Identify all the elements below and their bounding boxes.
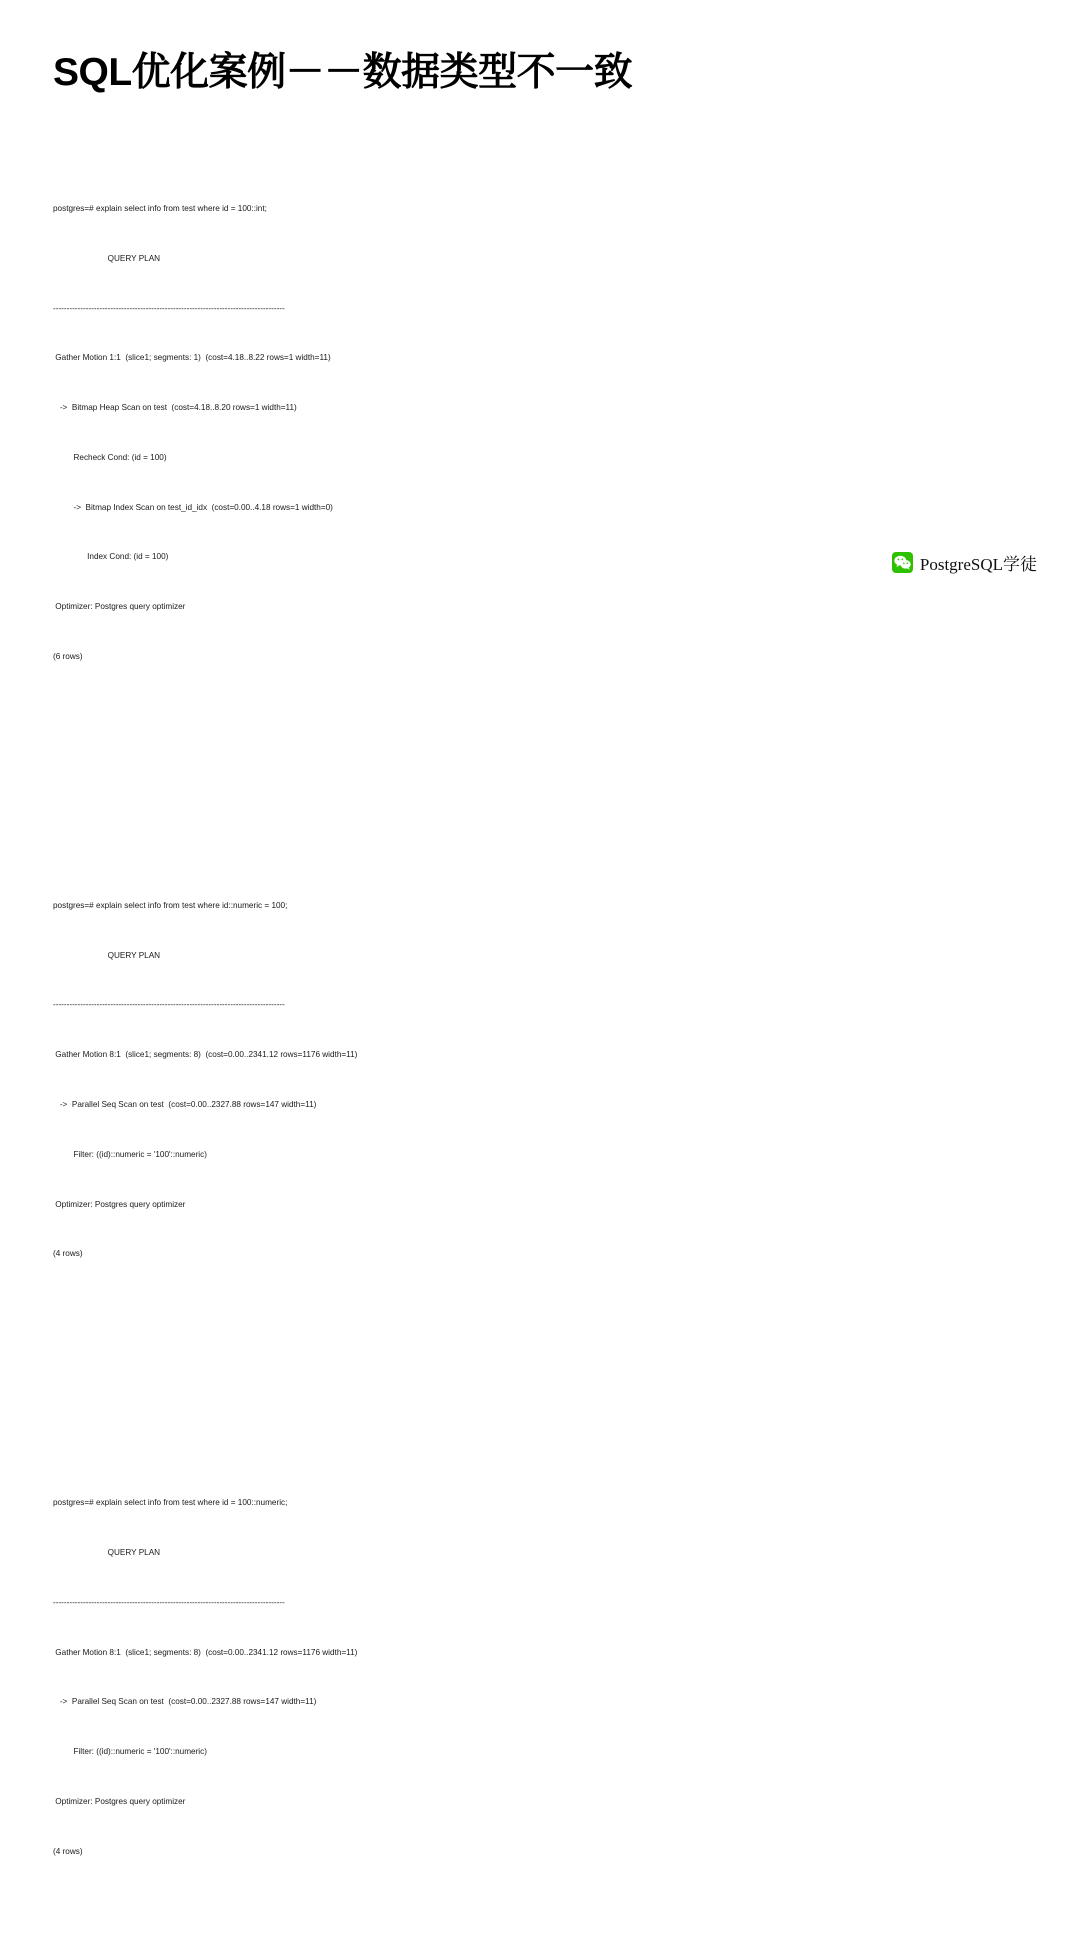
code-line: Recheck Cond: (id = 100): [53, 452, 167, 462]
code-area: [53, 118, 953, 1943]
block-separator: [53, 798, 953, 815]
watermark: [892, 550, 1037, 575]
code-line: postgres=# explain select info from test where id = 100::int;: [53, 203, 267, 213]
code-line: -> Bitmap Index Scan on test_id_idx (cost=0.00..4.18 rows=1 width=0): [53, 502, 333, 512]
block-separator: [53, 1396, 953, 1413]
block-separator: [53, 1346, 953, 1363]
code-line: -------------------------------------------------------------------------------------: [53, 303, 285, 313]
query-block-3: [53, 1462, 953, 1893]
code-line: (6 rows): [53, 652, 83, 661]
code-line: Gather Motion 8:1 (slice1; segments: 8) (cost=0.00..2341.12 rows=1176 width=11): [53, 1647, 358, 1657]
block-separator: [53, 749, 953, 766]
watermark-label: PostgreSQL学徒: [919, 555, 1037, 574]
code-line: Optimizer: Postgres query optimizer: [53, 602, 186, 612]
code-line: Optimizer: Postgres query optimizer: [53, 1796, 186, 1806]
code-line: Gather Motion 1:1 (slice1; segments: 1) (cost=4.18..8.22 rows=1 width=11): [53, 353, 331, 363]
code-line: -> Parallel Seq Scan on test (cost=0.00..2327.88 rows=147 width=11): [53, 1100, 317, 1110]
code-line: QUERY PLAN: [53, 253, 215, 263]
code-line: Gather Motion 8:1 (slice1; segments: 8) (cost=0.00..2341.12 rows=1176 width=11): [53, 1050, 358, 1060]
code-line: QUERY PLAN: [53, 950, 215, 960]
code-line: Filter: ((id)::numeric = '100'::numeric): [53, 1149, 207, 1159]
code-line: (4 rows): [53, 1249, 83, 1259]
code-line: QUERY PLAN: [53, 1548, 215, 1558]
code-line: Optimizer: Postgres query optimizer: [53, 1199, 186, 1209]
code-line: -------------------------------------------------------------------------------------: [53, 1000, 285, 1010]
query-block-1: [53, 168, 953, 699]
code-line: (4 rows): [53, 1846, 83, 1856]
wechat-icon: [892, 552, 913, 573]
query-block-2: [53, 865, 953, 1296]
page-title: SQL优化案例－－数据类型不一致: [53, 51, 633, 94]
code-line: postgres=# explain select info from test where id = 100::numeric;: [53, 1498, 288, 1508]
code-line: postgres=# explain select info from test where id::numeric = 100;: [53, 900, 288, 910]
code-line: -> Parallel Seq Scan on test (cost=0.00..2327.88 rows=147 width=11): [53, 1697, 317, 1707]
code-line: Filter: ((id)::numeric = '100'::numeric): [53, 1747, 207, 1757]
code-line: Index Cond: (id = 100): [53, 552, 169, 562]
code-line: -> Bitmap Heap Scan on test (cost=4.18..8.20 rows=1 width=11): [53, 403, 297, 413]
code-line: -------------------------------------------------------------------------------------: [53, 1597, 285, 1607]
